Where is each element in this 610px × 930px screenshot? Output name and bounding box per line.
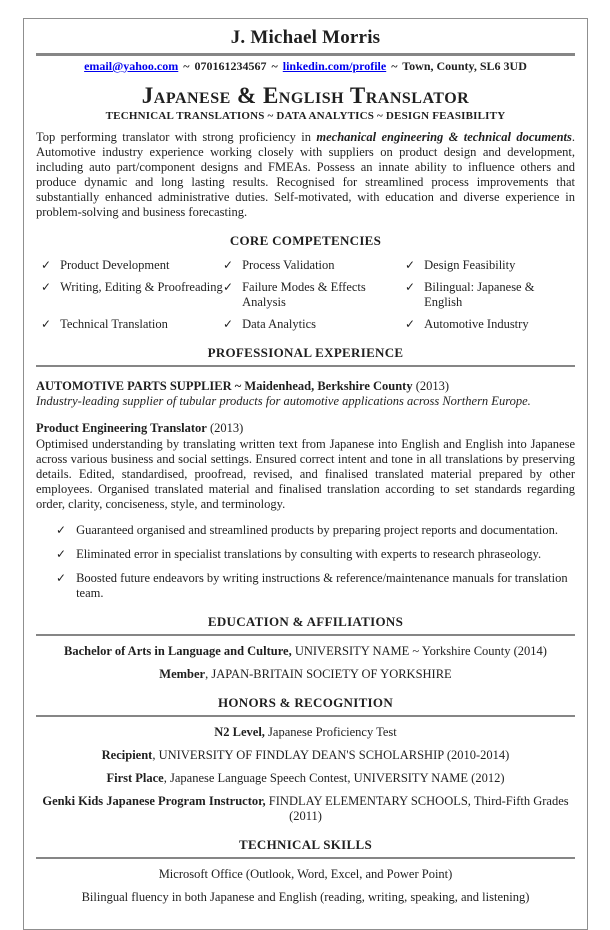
competency-label: Design Feasibility <box>424 258 516 273</box>
honor-entry-rest: , UNIVERSITY OF FINDLAY DEAN'S SCHOLARSHIP (2010-2014) <box>152 748 510 763</box>
honor-entry-rest: , Japanese Language Speech Contest, UNIVERSITY NAME (2012) <box>163 771 505 786</box>
job-title: Product Engineering Translator <box>36 421 207 436</box>
education-entry-bold: Member <box>159 667 206 682</box>
competency-item <box>405 317 575 332</box>
summary-emphasis: mechanical engineering & technical documents <box>316 130 572 145</box>
competency-label: Bilingual: Japanese & English <box>424 280 535 310</box>
achievement-item <box>56 547 575 562</box>
competency-label: Writing, Editing & Proofreading <box>60 280 223 295</box>
honor-entry <box>36 794 575 824</box>
education-entry-rest: , JAPAN-BRITAIN SOCIETY OF YORKSHIRE <box>205 667 452 682</box>
check-icon: ✓ <box>56 547 67 562</box>
summary-lead: Top performing translator with strong proficiency in <box>36 130 317 145</box>
skill-entry: Bilingual fluency in both Japanese and English (reading, writing, speaking, and listening) <box>81 890 530 905</box>
employer-name: AUTOMOTIVE PARTS SUPPLIER ~ Maidenhead, Berkshire County <box>36 379 413 394</box>
employer-tagline: Industry-leading supplier of tubular products for automotive applications across Northern Europe. <box>36 394 531 409</box>
check-icon: ✓ <box>41 317 52 332</box>
competencies-grid <box>41 258 575 332</box>
check-icon: ✓ <box>223 258 234 273</box>
check-icon: ✓ <box>405 317 416 332</box>
section-heading-technical-skills: TECHNICAL SKILLS <box>36 837 575 859</box>
competency-label: Product Development <box>60 258 170 273</box>
education-entry-bold: Bachelor of Arts in Language and Culture, <box>64 644 292 659</box>
tilde-separator: ~ <box>391 59 398 73</box>
check-icon: ✓ <box>56 571 67 586</box>
competency-label: Technical Translation <box>60 317 168 332</box>
job-title-line <box>36 421 575 436</box>
competency-item <box>405 258 575 273</box>
section-heading-core-competencies: CORE COMPETENCIES <box>229 233 382 249</box>
summary-paragraph <box>36 130 575 220</box>
summary-rest: . Automotive industry experience working closely with suppliers on product design and development, including auto part/component designs and FMEAs. Possess an innate ability to influence others and produce dynamic and long lasting results. Recognised for streamlined process improvements that substantially enhanced administrative duties. Self-motivated, with education and diverse experience in problem-solving and business forecasting. <box>36 130 576 220</box>
competency-label: Data Analytics <box>242 317 317 332</box>
honor-entry-rest: FINDLAY ELEMENTARY SCHOOLS, Third-Fifth Grades (2011) <box>265 794 569 824</box>
job-description: Optimised understanding by translating written text from Japanese into English and English into Japanese across various business and social settings. Ensured correct intent and tone in all translations by preserving details. Edited, standardised, proofread, revised, and finalised translated material prepared by other employees. Organised translated material and finalised translation according to set standards regarding order, clarity, conciseness, style, and terminology. <box>36 437 575 512</box>
achievement-text: Guaranteed organised and streamlined products by preparing project reports and documentation. <box>76 523 558 538</box>
competency-item <box>41 280 223 310</box>
check-icon: ✓ <box>41 280 52 295</box>
check-icon: ✓ <box>405 280 416 295</box>
job-year: (2013) <box>206 421 244 436</box>
education-entries <box>36 644 575 682</box>
check-icon: ✓ <box>405 258 416 273</box>
competency-label: Automotive Industry <box>424 317 529 332</box>
linkedin-link[interactable]: linkedin.com/profile <box>282 59 387 73</box>
competency-item <box>41 317 223 332</box>
honor-entry <box>36 748 575 763</box>
competency-item <box>223 280 405 310</box>
header-divider <box>36 53 575 56</box>
education-entry <box>36 667 575 682</box>
skills-entries <box>36 867 575 905</box>
tilde-separator: ~ <box>271 59 278 73</box>
employer-year: (2013) <box>412 379 450 394</box>
contact-line <box>36 59 575 74</box>
honors-entries <box>36 725 575 824</box>
achievement-item <box>56 523 575 538</box>
section-heading-education: EDUCATION & AFFILIATIONS <box>36 614 575 636</box>
document-title: Japanese & English Translator <box>141 83 470 108</box>
tilde-separator: ~ <box>183 59 190 73</box>
phone-number: 070161234567 <box>194 59 267 73</box>
honor-entry-bold: Recipient <box>101 748 153 763</box>
achievement-item <box>56 571 575 601</box>
honor-entry-rest: Japanese Proficiency Test <box>264 725 397 740</box>
achievement-text: Eliminated error in specialist translations by consulting with experts to research phraseology. <box>76 547 542 562</box>
honor-entry <box>36 771 575 786</box>
section-heading-professional-experience: PROFESSIONAL EXPERIENCE <box>36 345 575 367</box>
section-heading-honors: HONORS & RECOGNITION <box>36 695 575 717</box>
candidate-name: J. Michael Morris <box>230 27 381 48</box>
check-icon: ✓ <box>223 317 234 332</box>
education-entry <box>36 644 575 659</box>
competency-label: Process Validation <box>242 258 335 273</box>
achievement-list <box>36 523 575 601</box>
education-entry-rest: UNIVERSITY NAME ~ Yorkshire County (2014) <box>291 644 547 659</box>
skill-entry: Microsoft Office (Outlook, Word, Excel, and Power Point) <box>158 867 453 882</box>
document-subtitle: TECHNICAL TRANSLATIONS ~ DATA ANALYTICS ~ DESIGN FEASIBILITY <box>105 110 506 123</box>
location-text: Town, County, SL6 3UD <box>402 59 527 73</box>
competency-item <box>405 280 575 310</box>
achievement-text: Boosted future endeavors by writing instructions & reference/maintenance manuals for translation team. <box>76 571 568 601</box>
competency-item <box>41 258 223 273</box>
competency-item <box>223 317 405 332</box>
resume-page <box>23 18 588 930</box>
check-icon: ✓ <box>223 280 234 295</box>
competency-label: Failure Modes & Effects Analysis <box>242 280 366 310</box>
employer-line <box>36 379 575 394</box>
honor-entry-bold: Genki Kids Japanese Program Instructor, <box>42 794 266 809</box>
honor-entry-bold: First Place <box>106 771 164 786</box>
competency-item <box>223 258 405 273</box>
honor-entry-bold: N2 Level, <box>214 725 265 740</box>
check-icon: ✓ <box>56 523 67 538</box>
honor-entry <box>36 725 575 740</box>
email-link[interactable]: email@yahoo.com <box>84 59 179 73</box>
check-icon: ✓ <box>41 258 52 273</box>
